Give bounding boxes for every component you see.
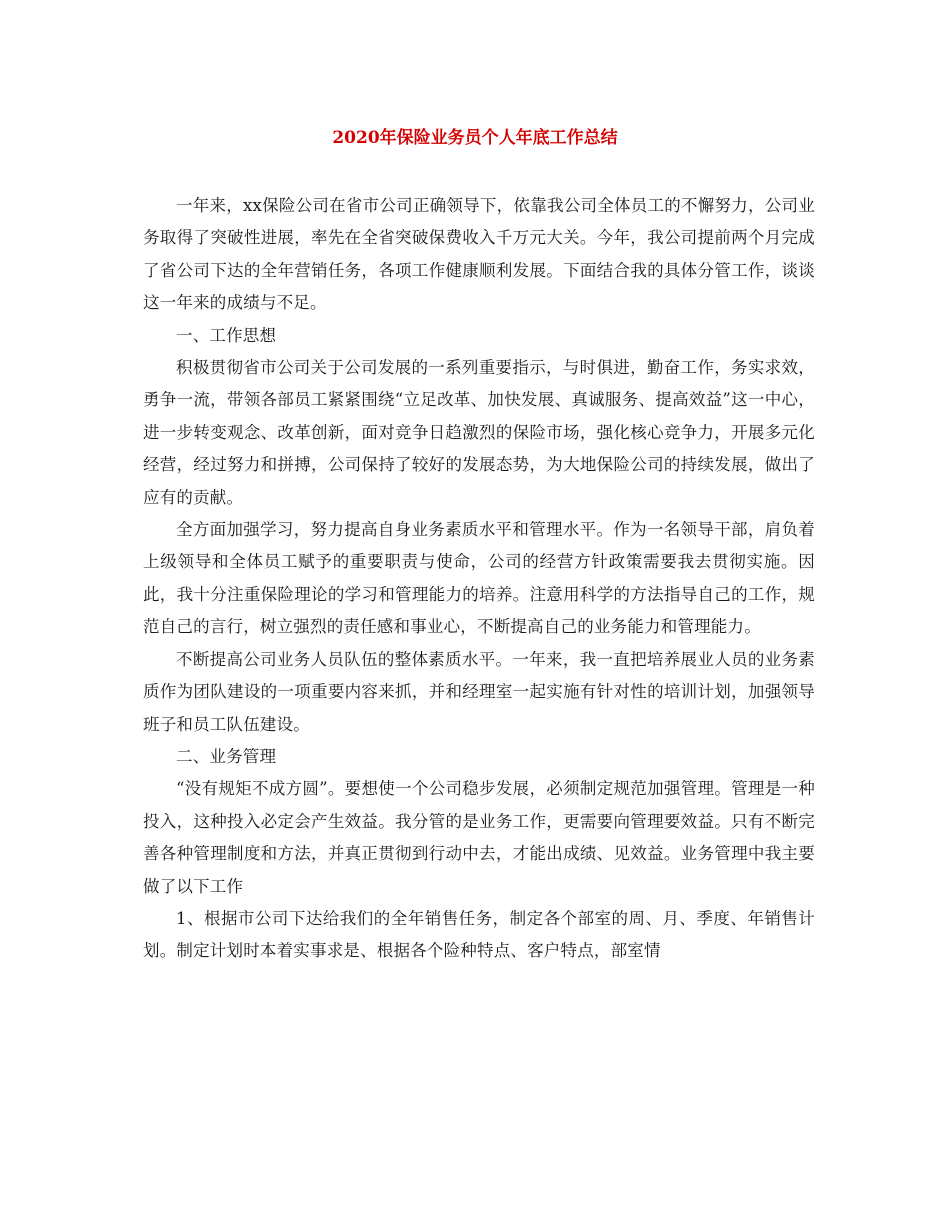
- document-body: [143, 190, 815, 968]
- section-heading-business-management: 二、业务管理: [176, 746, 277, 766]
- paragraph-study: 全方面加强学习，努力提高自身业务素质水平和管理水平。作为一名领导干部，肩负着上级领导和全体员工赋予的重要职责与使命，公司的经营方针政策需要我去贯彻实施。因此，我十分注重保险理论的学习和管理能力的培养。注意用科学的方法指导自己的工作，规范自己的言行，树立强烈的责任感和事业心，不断提高自己的业务能力和管理能力。: [143, 520, 815, 637]
- document-title: 2020年保险业务员个人年底工作总结: [332, 128, 618, 148]
- paragraph-business-management: “没有规矩不成方圆”。要想使一个公司稳步发展，必须制定规范加强管理。管理是一种投入，这种投入必定会产生效益。我分管的是业务工作，更需要向管理要效益。只有不断完善各种管理制度和方法，并真正贯彻到行动中去，才能出成绩、见效益。业务管理中我主要做了以下工作: [143, 779, 815, 896]
- paragraph-item-1: 1、根据市公司下达给我们的全年销售任务，制定各个部室的周、月、季度、年销售计划。制定计划时本着实事求是、根据各个险种特点、客户特点，部室情: [143, 908, 815, 961]
- paragraph-intro: 一年来，xx保险公司在省市公司正确领导下，依靠我公司全体员工的不懈努力，公司业务取得了突破性进展，率先在全省突破保费收入千万元大关。今年，我公司提前两个月完成了省公司下达的全年营销任务，各项工作健康顺利发展。下面结合我的具体分管工作，谈谈这一年来的成绩与不足。: [143, 196, 815, 313]
- paragraph-work-thinking: 积极贯彻省市公司关于公司发展的一系列重要指示，与时俱进，勤奋工作，务实求效，勇争一流，带领各部员工紧紧围绕“立足改革、加快发展、真诚服务、提高效益”这一中心，进一步转变观念、改革创新，面对竞争日趋激烈的保险市场，强化核心竞争力，开展多元化经营，经过努力和拼搏，公司保持了较好的发展态势，为大地保险公司的持续发展，做出了应有的贡献。: [143, 358, 815, 507]
- paragraph-team-quality: 不断提高公司业务人员队伍的整体素质水平。一年来，我一直把培养展业人员的业务素质作为团队建设的一项重要内容来抓，并和经理室一起实施有针对性的培训计划，加强领导班子和员工队伍建设。: [143, 649, 815, 734]
- section-heading-work-thinking: 一、工作思想: [176, 325, 277, 345]
